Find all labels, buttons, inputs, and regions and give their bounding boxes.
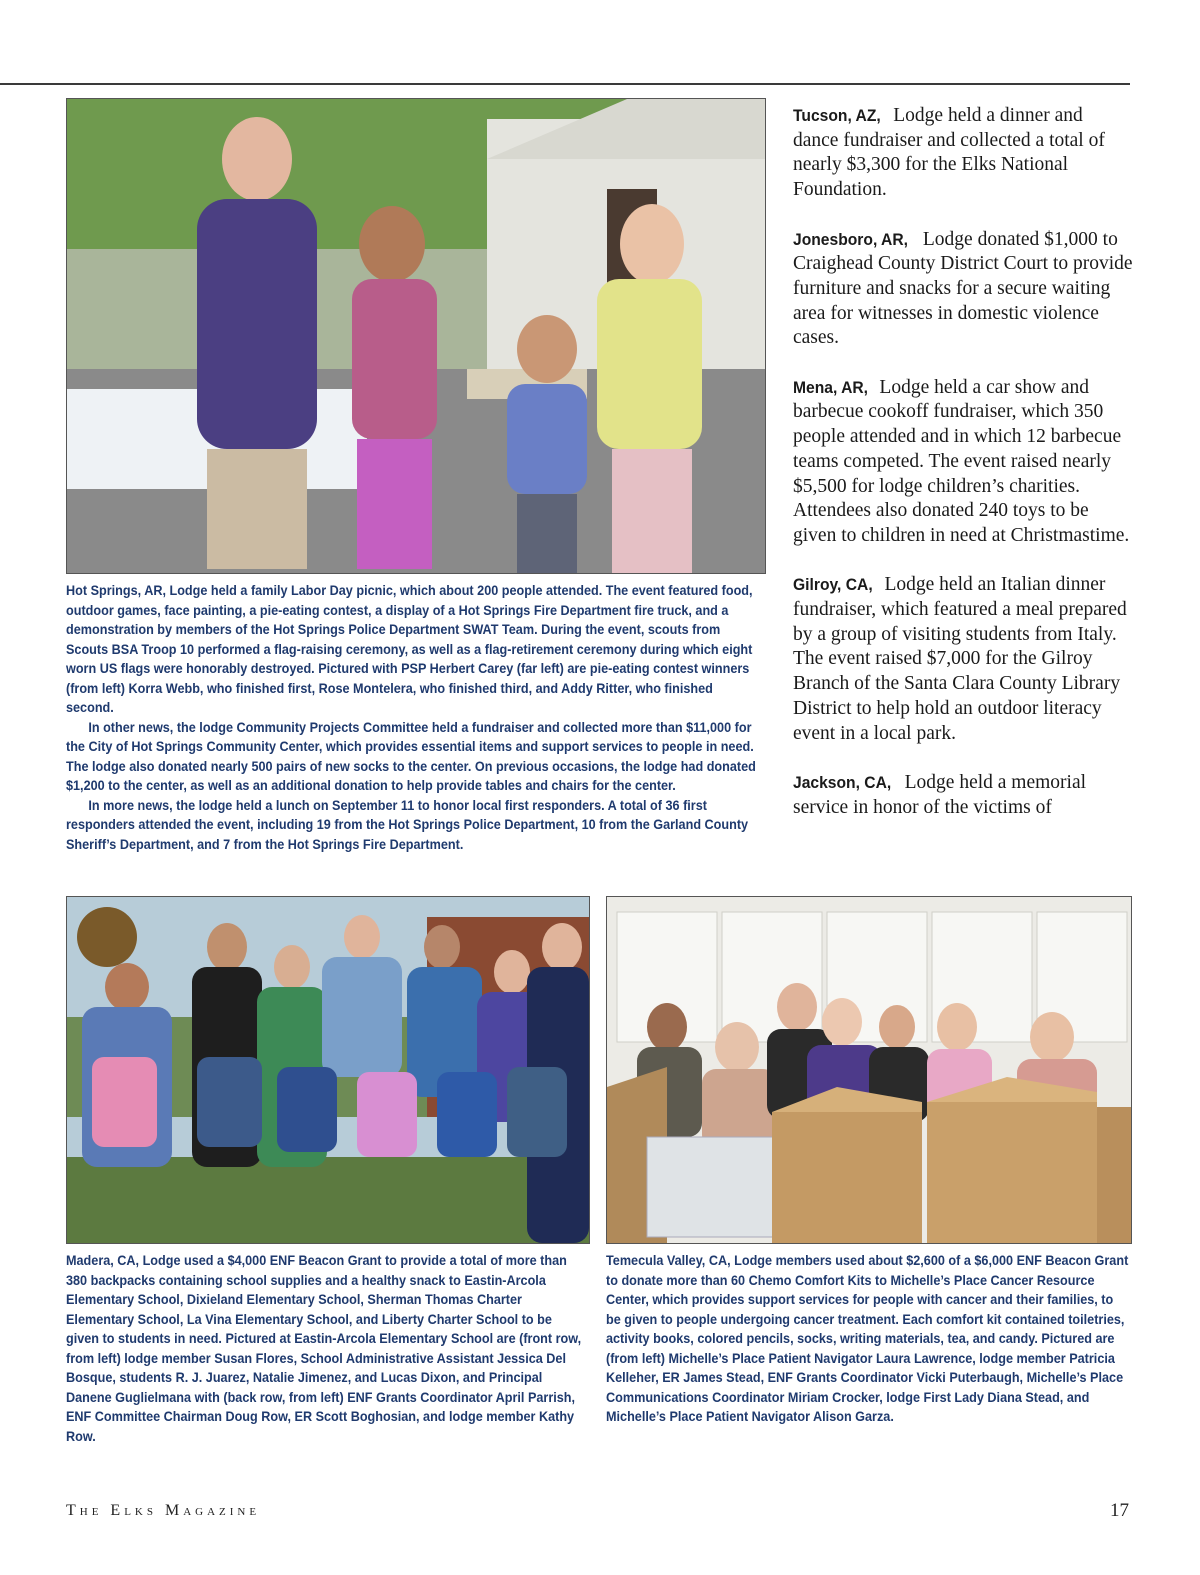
madera-photo	[66, 896, 590, 1244]
article-place: Jackson, CA,	[793, 772, 892, 792]
article-place: Tucson, AZ,	[793, 106, 881, 125]
caption-text: Lodge held a family Labor Day picnic, which about 200 people attended. The event featured food, outdoor games, face painting, a pie-eating contest, a display of a Hot Springs Fire Department fire truck, and a demonstration by members of the Hot Springs Police Department SWAT Team. During the event, scouts from Scouts BSA Troop 10 performed a flag-raising ceremony, as well as a flag-retirement ceremony during which eight worn US flags were honorably destroyed. Pictured with PSP Herbert Carey (far left) are pie-eating contest winners (from left) Korra Webb, who finished first, Rose Montelera, who finished third, and Addy Ritter, who finished second.	[66, 583, 753, 715]
temecula-caption	[606, 1251, 1130, 1427]
article-place: Gilroy, CA,	[793, 575, 873, 595]
page-number: 17	[1110, 1500, 1129, 1521]
article-place: Mena, AR,	[793, 377, 869, 397]
madera-caption	[66, 1251, 587, 1446]
article-tucson	[793, 104, 1133, 203]
caption-text: Lodge members used about $2,600 of a $6,000 ENF Beacon Grant to donate more than 60 Chemo Comfort Kits to Michelle’s Place Cancer Resource Center, which provides support services for people with cancer and their families, to be given to people undergoing cancer treatment. Each comfort kit contained toiletries, activity books, colored pencils, socks, writing materials, tea, and candy. Pictured are (from left) Michelle’s Place Patient Navigator Laura Lawrence, lodge member Patricia Kelleher, ER James Stead, ENF Grants Coordinator Vicki Puterbaugh, Michelle’s Place Communications Coordinator Miriam Crocker, lodge First Lady Diana Stead, and Michelle’s Place Patient Navigator Alison Garza.	[606, 1253, 1129, 1424]
article-gilroy	[793, 573, 1133, 746]
caption-text: Lodge used a $4,000 ENF Beacon Grant to provide a total of more than 380 backpacks containing school supplies and a healthy snack to Eastin-Arcola Elementary School, Dixieland Elementary School, Sherman Thomas Charter Elementary School, La Vina Elementary School, and Liberty Charter School to be given to students in need. Pictured at Eastin-Arcola Elementary School are (front row, from left) lodge member Susan Flores, School Administrative Assistant Jessica Del Bosque, students R. J. Juarez, Natalie Jimenez, and Lucas Dixon, and Principal Danene Guglielmana with (back row, from left) ENF Grants Coordinator April Parrish, ENF Committee Chairman Doug Row, ER Scott Boghosian, and lodge member Kathy Row.	[66, 1253, 582, 1444]
article-mena	[793, 376, 1133, 549]
article-text: Lodge held an Italian dinner fundraiser, which featured a meal prepared by a group of visiting students from Italy. The event raised $7,000 for the Gilroy Branch of the Santa Clara County Library District to help hold an outdoor literacy event in a local park.	[793, 574, 1127, 744]
article-jonesboro	[793, 228, 1133, 352]
article-text: Lodge held a memorial service in honor of the victims of	[793, 771, 1087, 818]
temecula-photo	[606, 896, 1132, 1244]
magazine-name: The Elks Magazine	[66, 1502, 261, 1519]
caption-place: Madera, CA,	[66, 1253, 140, 1268]
header-rule	[0, 83, 1130, 85]
hot-springs-photo	[66, 98, 766, 574]
article-column	[793, 104, 1133, 845]
caption-place: Hot Springs, AR,	[66, 583, 166, 598]
caption-paragraph-3: In more news, the lodge held a lunch on September 11 to honor local first responders. A total of 36 first responders attended the event, including 19 from the Hot Springs Police Department, 10 from the Garland County Sheriff’s Department, and 7 from the Hot Springs Fire Department.	[66, 797, 749, 852]
article-place: Jonesboro, AR,	[793, 229, 908, 249]
article-text: Lodge held a dinner and dance fundraiser and collected a total of nearly $3,300 for the Elks National Foundation.	[793, 105, 1105, 201]
article-text: Lodge donated $1,000 to Craighead County District Court to provide furniture and snacks for a secure waiting area for witnesses in domestic violence cases.	[793, 228, 1133, 349]
caption-place: Temecula Valley, CA,	[606, 1253, 731, 1268]
article-jackson	[793, 771, 1133, 820]
article-text: Lodge held a car show and barbecue cookoff fundraiser, which 350 people attended and in which 12 barbecue teams competed. The event raised nearly $5,500 for lodge children’s charities. Attendees also donated 240 toys to be given to children in need at Christmastime.	[793, 376, 1130, 546]
caption-paragraph-2: In other news, the lodge Community Projects Committee held a fundraiser and collected more than $11,000 for the City of Hot Springs Community Center, which provides essential items and support services to people in need. The lodge also donated nearly 500 pairs of new socks to the center. On previous occasions, the lodge had donated $1,200 to the center, as well as an additional donation to help provide tables and chairs for the center.	[66, 719, 756, 793]
hot-springs-caption	[66, 581, 762, 854]
